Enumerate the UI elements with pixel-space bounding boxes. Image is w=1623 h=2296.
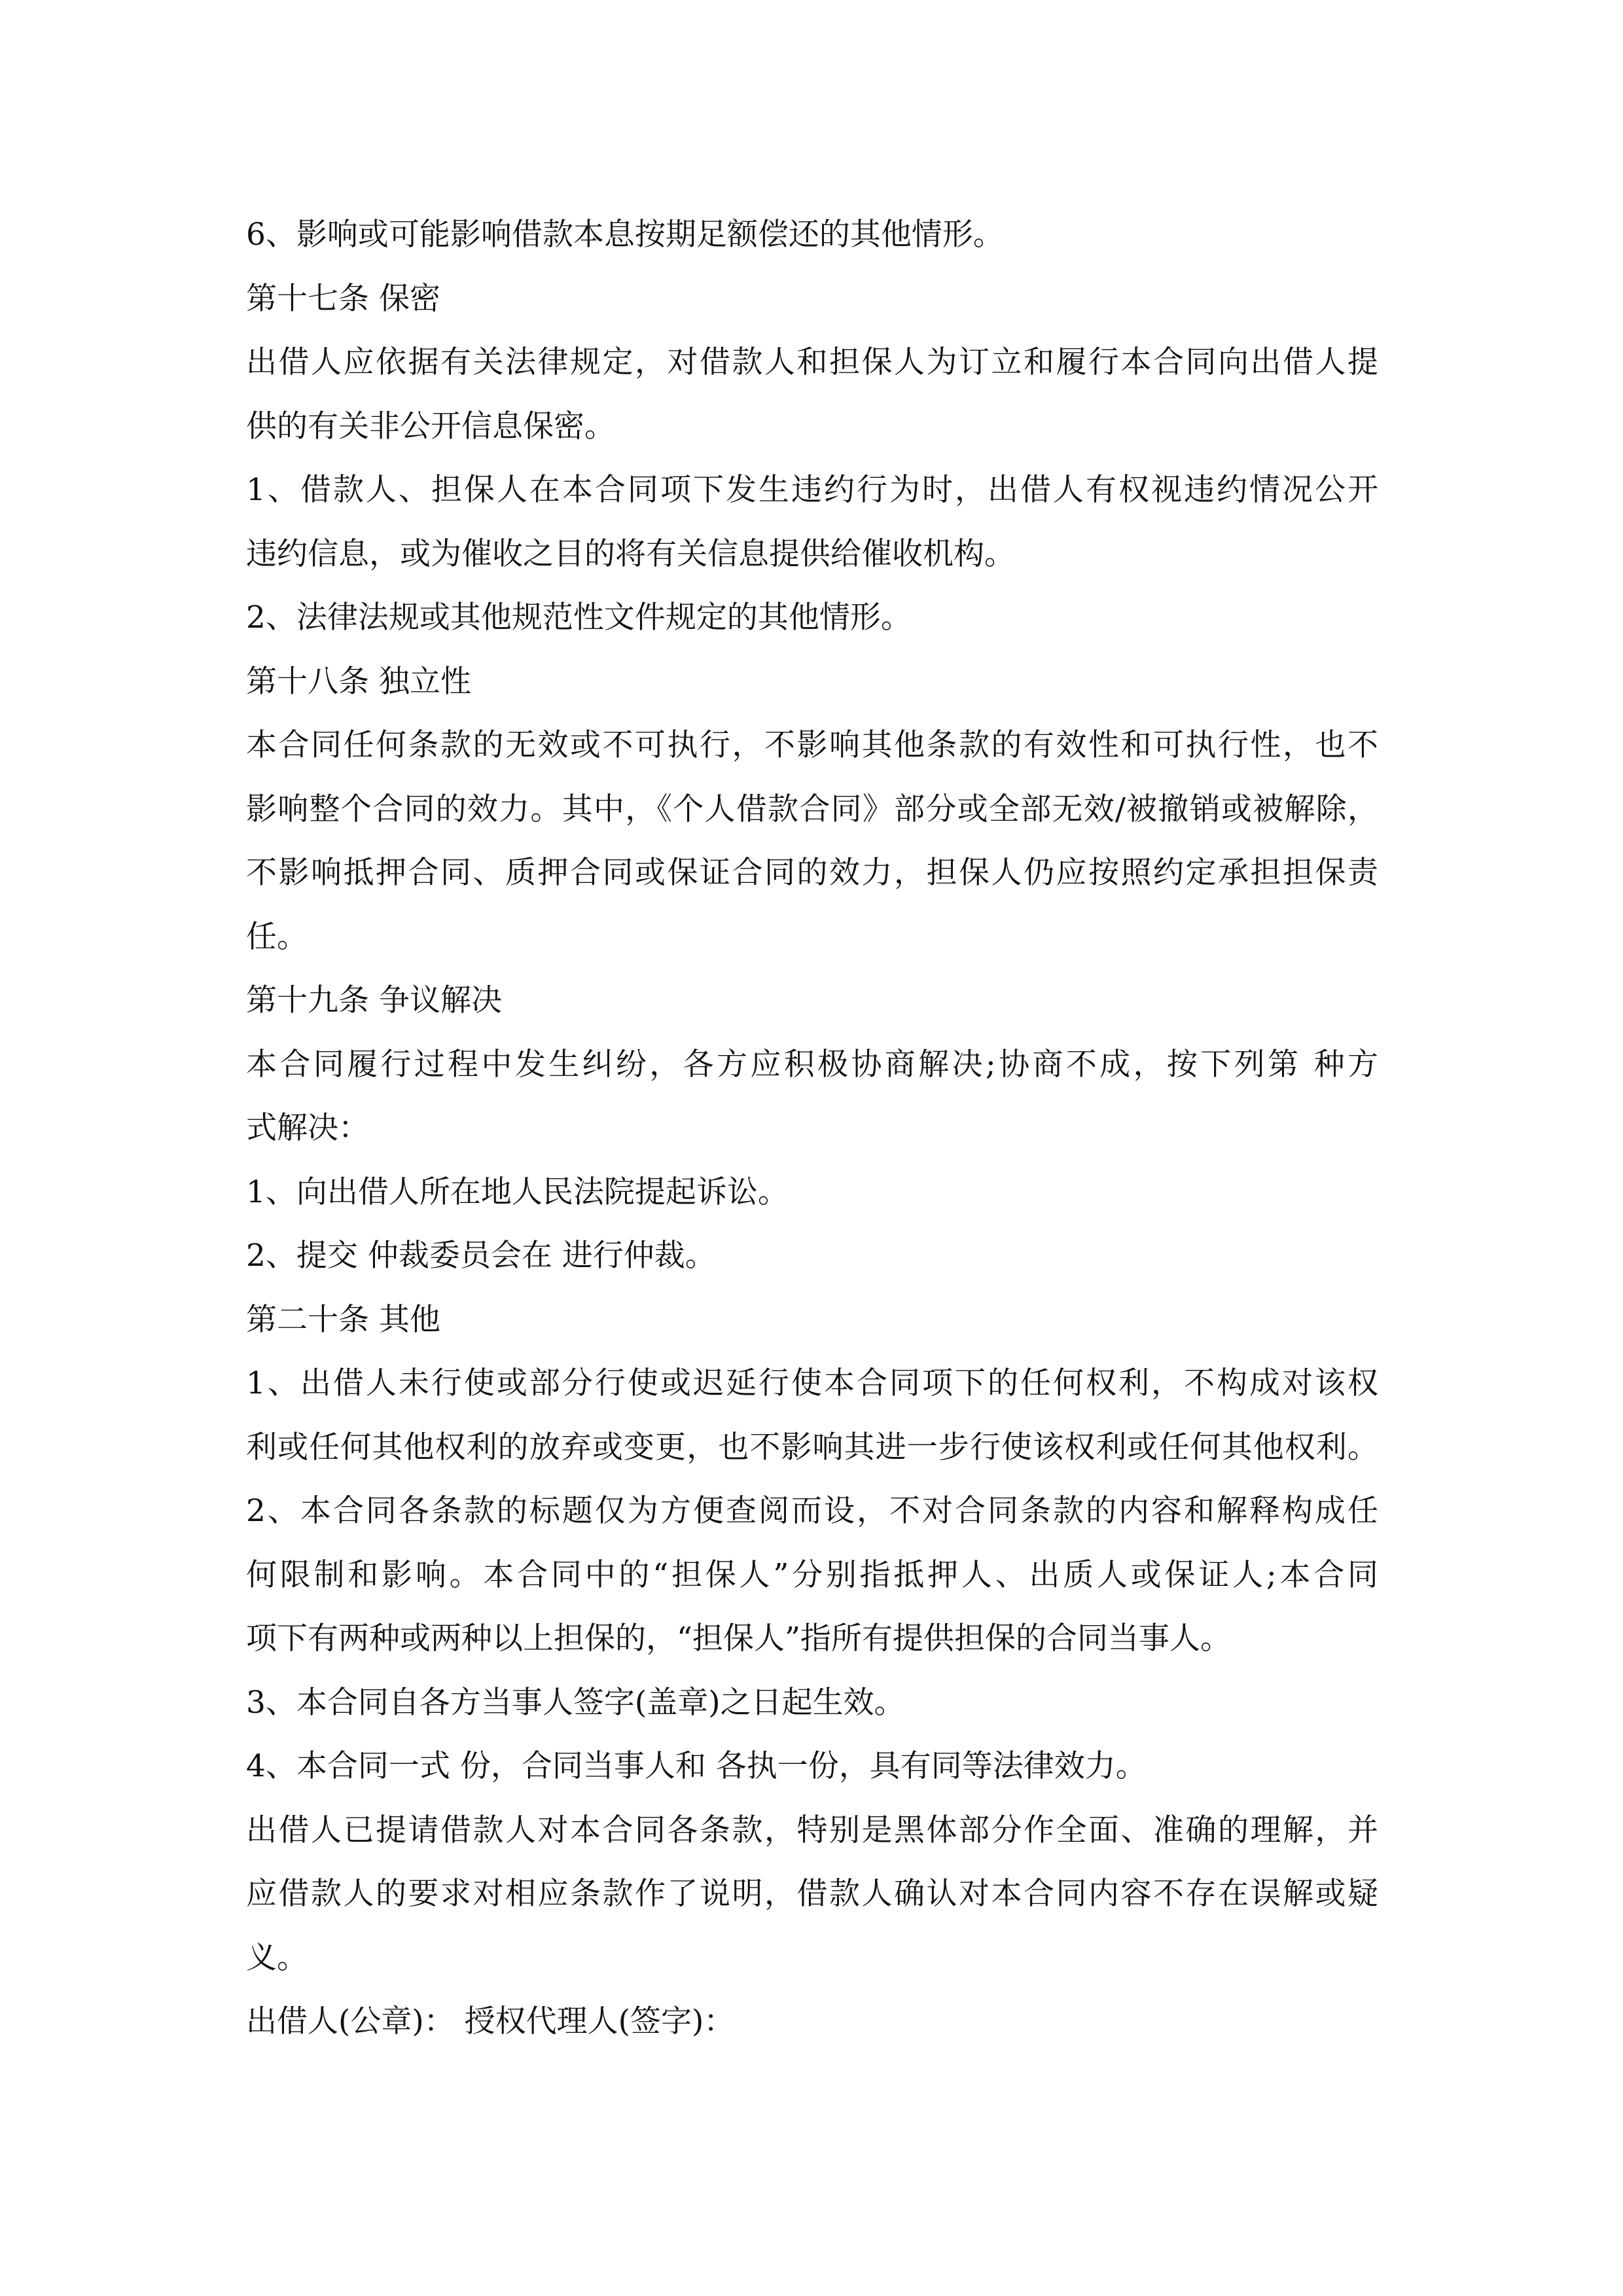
- text-line: 出借人已提请借款人对本合同各条款，特别是黑体部分作全面、准确的理解，并: [246, 1812, 1378, 1848]
- section-heading-20: 第二十条 其他: [246, 1301, 440, 1338]
- text-line: 本合同任何条款的无效或不可执行，不影响其他条款的有效性和可执行性，也不: [246, 727, 1378, 763]
- signature-line: 出借人(公章)： 授权代理人(签字)：: [246, 2003, 735, 2039]
- text-line: 1、借款人、担保人在本合同项下发生违约行为时，出借人有权视违约情况公开: [246, 472, 1378, 508]
- text-line: 供的有关非公开信息保密。: [246, 408, 615, 444]
- text-line: 本合同履行过程中发生纠纷，各方应积极协商解决;协商不成，按下列第 种方: [246, 1046, 1378, 1083]
- section-heading-18: 第十八条 独立性: [246, 663, 471, 700]
- text-line: 1、向出借人所在地人民法院提起诉讼。: [246, 1174, 789, 1210]
- text-line: 利或任何其他权利的放弃或变更，也不影响其进一步行使该权利或任何其他权利。: [246, 1429, 1378, 1465]
- text-line: 式解决：: [246, 1110, 369, 1146]
- text-line: 2、法律法规或其他规范性文件规定的其他情形。: [246, 600, 912, 636]
- text-line: 2、提交 仲裁委员会在 进行仲裁。: [246, 1238, 716, 1274]
- text-line: 3、本合同自各方当事人签字(盖章)之日起生效。: [246, 1684, 905, 1721]
- text-line: 4、本合同一式 份，合同当事人和 各执一份，具有同等法律效力。: [246, 1748, 1147, 1784]
- text-line: 义。: [246, 1939, 308, 1976]
- text-line: 2、本合同各条款的标题仅为方便查阅而设，不对合同条款的内容和解释构成任: [246, 1493, 1378, 1529]
- text-line: 不影响抵押合同、质押合同或保证合同的效力，担保人仍应按照约定承担担保责: [246, 855, 1378, 891]
- section-heading-19: 第十九条 争议解决: [246, 982, 502, 1018]
- text-line: 6、影响或可能影响借款本息按期足额偿还的其他情形。: [246, 217, 1004, 253]
- text-line: 项下有两种或两种以上担保的，“担保人”指所有提供担保的合同当事人。: [246, 1621, 1232, 1657]
- text-line: 1、出借人未行使或部分行使或迟延行使本合同项下的任何权利，不构成对该权: [246, 1365, 1378, 1401]
- text-line: 应借款人的要求对相应条款作了说明，借款人确认对本合同内容不存在误解或疑: [246, 1876, 1378, 1912]
- section-heading-17: 第十七条 保密: [246, 280, 440, 317]
- text-line: 影响整个合同的效力。其中，《个人借款合同》部分或全部无效/被撤销或被解除，: [246, 791, 1378, 827]
- text-line: 何限制和影响。本合同中的“担保人”分别指抵押人、出质人或保证人;本合同: [246, 1556, 1378, 1593]
- text-line: 出借人应依据有关法律规定，对借款人和担保人为订立和履行本合同向出借人提: [246, 344, 1378, 380]
- document-body: [246, 203, 1378, 2054]
- text-line: 任。: [246, 918, 308, 955]
- text-line: 违约信息，或为催收之目的将有关信息提供给催收机构。: [246, 535, 1015, 572]
